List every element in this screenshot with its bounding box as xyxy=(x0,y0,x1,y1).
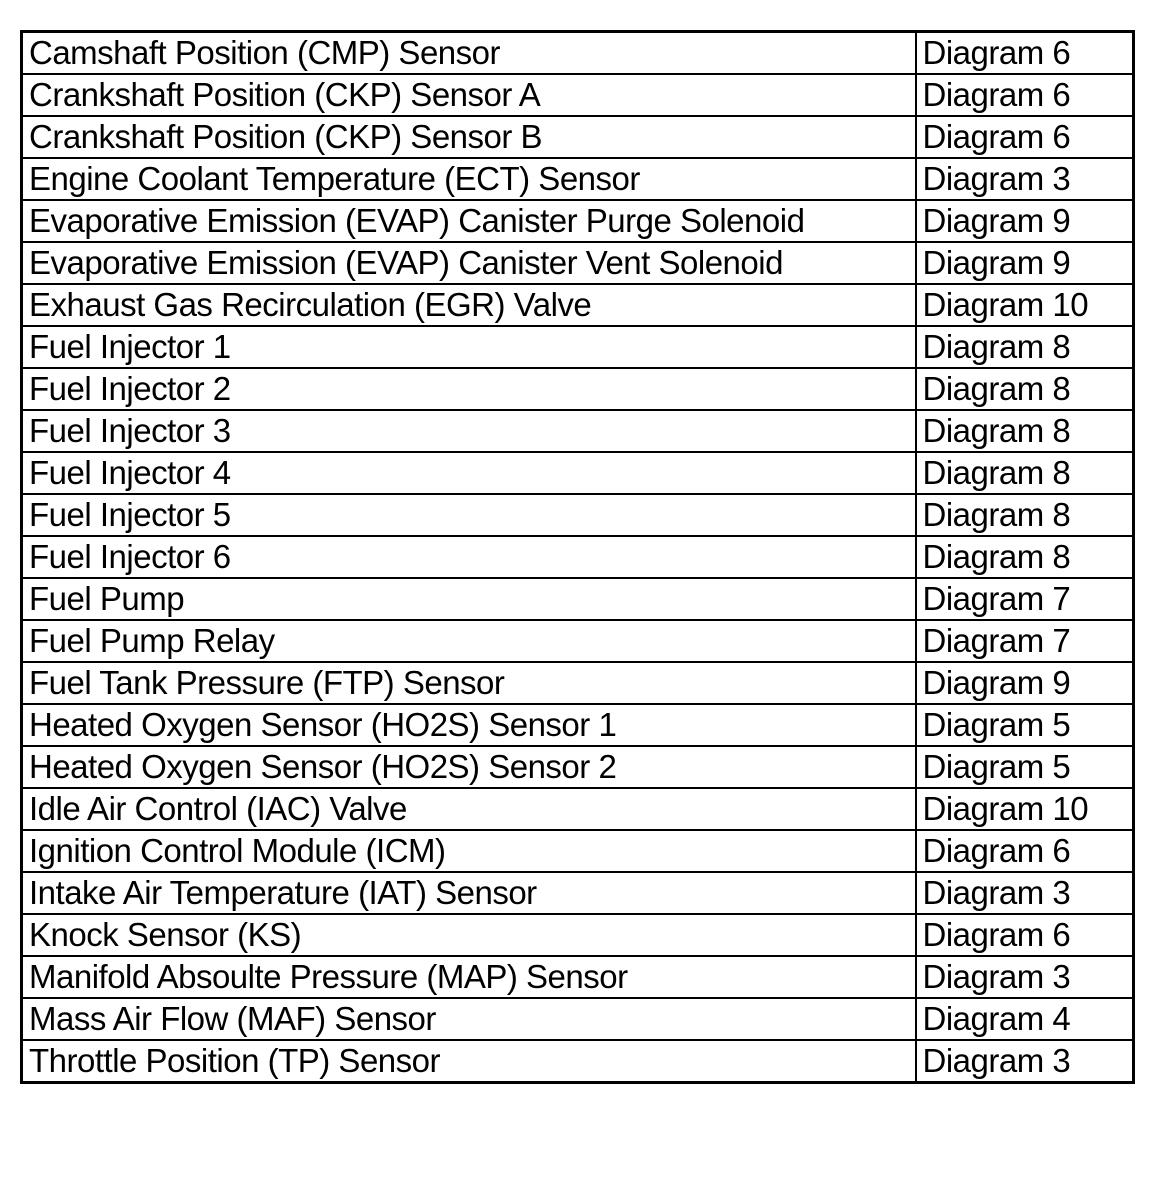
component-name-cell: Engine Coolant Temperature (ECT) Sensor xyxy=(22,158,916,200)
component-name-cell: Knock Sensor (KS) xyxy=(22,914,916,956)
diagram-ref-cell: Diagram 3 xyxy=(916,956,1134,998)
component-name-cell: Fuel Injector 4 xyxy=(22,452,916,494)
table-row xyxy=(22,830,1134,872)
diagram-ref-cell: Diagram 9 xyxy=(916,242,1134,284)
table-row xyxy=(22,1040,1134,1083)
diagram-ref-cell: Diagram 8 xyxy=(916,326,1134,368)
component-name-cell: Fuel Tank Pressure (FTP) Sensor xyxy=(22,662,916,704)
component-name-cell: Intake Air Temperature (IAT) Sensor xyxy=(22,872,916,914)
table-row xyxy=(22,452,1134,494)
diagram-ref-cell: Diagram 6 xyxy=(916,32,1134,75)
component-name-cell: Manifold Absoulte Pressure (MAP) Sensor xyxy=(22,956,916,998)
component-name-cell: Fuel Injector 2 xyxy=(22,368,916,410)
component-name-cell: Heated Oxygen Sensor (HO2S) Sensor 1 xyxy=(22,704,916,746)
component-name-cell: Ignition Control Module (ICM) xyxy=(22,830,916,872)
component-name-cell: Throttle Position (TP) Sensor xyxy=(22,1040,916,1083)
component-name-cell: Exhaust Gas Recirculation (EGR) Valve xyxy=(22,284,916,326)
diagram-ref-cell: Diagram 3 xyxy=(916,872,1134,914)
table-row xyxy=(22,746,1134,788)
component-name-cell: Fuel Injector 1 xyxy=(22,326,916,368)
table-row xyxy=(22,662,1134,704)
table-row xyxy=(22,872,1134,914)
diagram-ref-cell: Diagram 6 xyxy=(916,914,1134,956)
component-name-cell: Fuel Injector 6 xyxy=(22,536,916,578)
diagram-ref-cell: Diagram 9 xyxy=(916,662,1134,704)
diagram-ref-cell: Diagram 6 xyxy=(916,116,1134,158)
component-name-cell: Fuel Injector 3 xyxy=(22,410,916,452)
table-row xyxy=(22,116,1134,158)
table-row xyxy=(22,788,1134,830)
diagram-ref-cell: Diagram 4 xyxy=(916,998,1134,1040)
diagram-ref-cell: Diagram 10 xyxy=(916,284,1134,326)
diagram-ref-cell: Diagram 3 xyxy=(916,1040,1134,1083)
component-name-cell: Mass Air Flow (MAF) Sensor xyxy=(22,998,916,1040)
table-row xyxy=(22,494,1134,536)
table-row xyxy=(22,242,1134,284)
component-name-cell: Fuel Pump xyxy=(22,578,916,620)
diagram-ref-cell: Diagram 8 xyxy=(916,494,1134,536)
table-row xyxy=(22,578,1134,620)
component-name-cell: Idle Air Control (IAC) Valve xyxy=(22,788,916,830)
diagram-ref-cell: Diagram 8 xyxy=(916,452,1134,494)
component-name-cell: Camshaft Position (CMP) Sensor xyxy=(22,32,916,75)
table-row xyxy=(22,956,1134,998)
table-row xyxy=(22,410,1134,452)
diagram-ref-cell: Diagram 8 xyxy=(916,536,1134,578)
diagram-ref-cell: Diagram 7 xyxy=(916,578,1134,620)
component-name-cell: Fuel Injector 5 xyxy=(22,494,916,536)
table-row xyxy=(22,620,1134,662)
component-name-cell: Crankshaft Position (CKP) Sensor A xyxy=(22,74,916,116)
table-row xyxy=(22,284,1134,326)
table-row xyxy=(22,32,1134,75)
diagram-ref-cell: Diagram 6 xyxy=(916,830,1134,872)
diagram-ref-cell: Diagram 3 xyxy=(916,158,1134,200)
table-row xyxy=(22,326,1134,368)
table-row xyxy=(22,704,1134,746)
component-name-cell: Heated Oxygen Sensor (HO2S) Sensor 2 xyxy=(22,746,916,788)
diagram-ref-cell: Diagram 8 xyxy=(916,368,1134,410)
component-name-cell: Evaporative Emission (EVAP) Canister Vent Solenoid xyxy=(22,242,916,284)
table-row xyxy=(22,74,1134,116)
table-row xyxy=(22,998,1134,1040)
table-row xyxy=(22,536,1134,578)
diagram-ref-cell: Diagram 6 xyxy=(916,74,1134,116)
table-row xyxy=(22,158,1134,200)
component-name-cell: Evaporative Emission (EVAP) Canister Purge Solenoid xyxy=(22,200,916,242)
component-diagram-table xyxy=(20,30,1135,1084)
component-name-cell: Fuel Pump Relay xyxy=(22,620,916,662)
component-name-cell: Crankshaft Position (CKP) Sensor B xyxy=(22,116,916,158)
diagram-ref-cell: Diagram 9 xyxy=(916,200,1134,242)
diagram-ref-cell: Diagram 7 xyxy=(916,620,1134,662)
table-row xyxy=(22,200,1134,242)
diagram-ref-cell: Diagram 10 xyxy=(916,788,1134,830)
table-row xyxy=(22,914,1134,956)
table-row xyxy=(22,368,1134,410)
diagram-ref-cell: Diagram 5 xyxy=(916,704,1134,746)
diagram-ref-cell: Diagram 5 xyxy=(916,746,1134,788)
diagram-ref-cell: Diagram 8 xyxy=(916,410,1134,452)
